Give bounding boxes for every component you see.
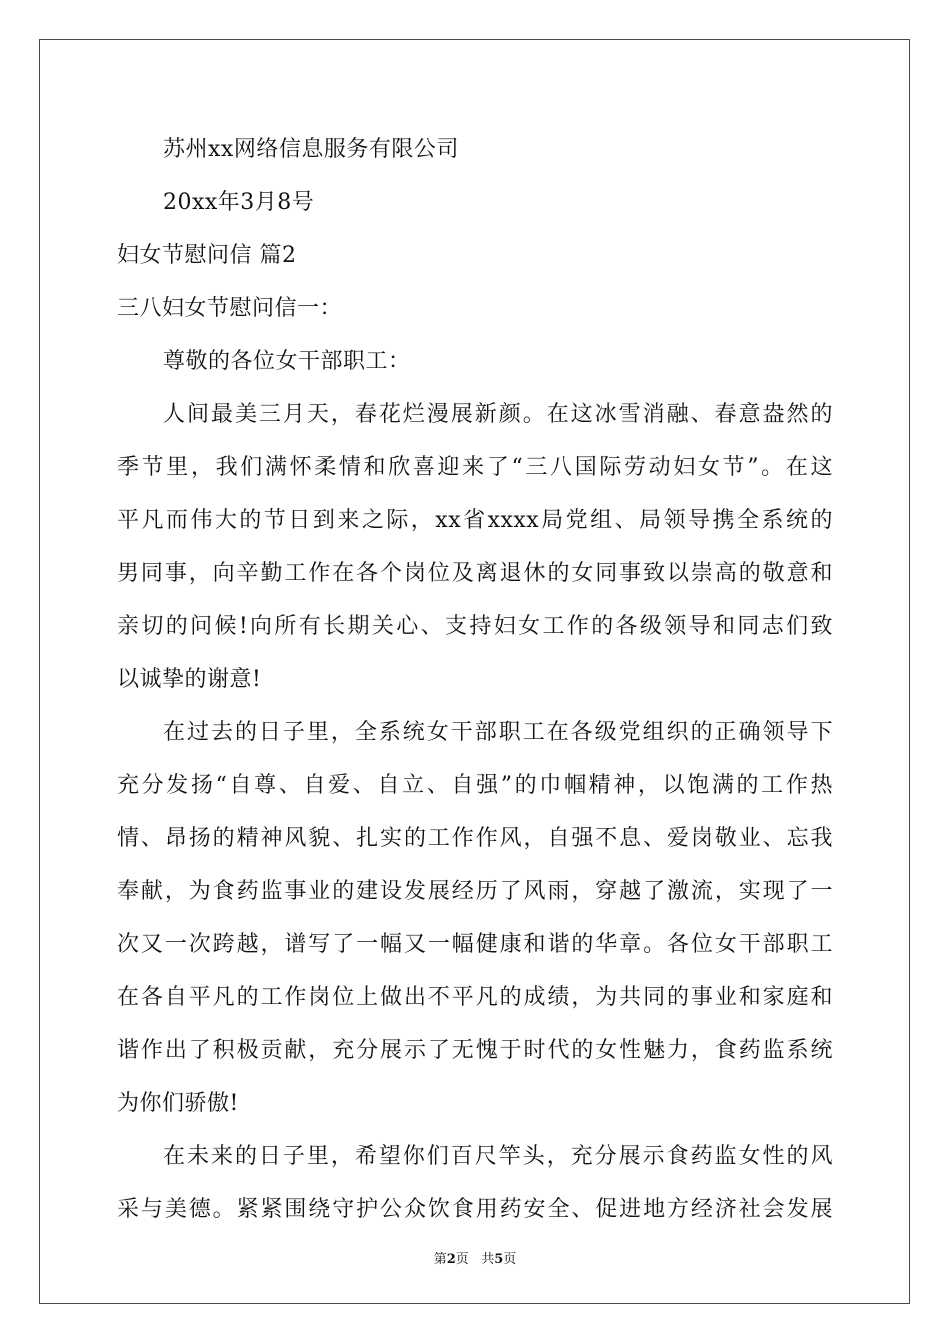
total-pages: 5 [494, 1252, 504, 1267]
document-body [117, 128, 833, 1241]
paragraph-line: 人间最美三月天，春花烂漫展新颜。在这冰雪消融、春意盎然的 [163, 402, 833, 427]
page-prefix: 第 [433, 1252, 447, 1267]
paragraph-line: 充分发扬“自尊、自爱、自立、自强”的巾帼精神，以饱满的工作热 [117, 773, 833, 798]
company-name: 苏州xx网络信息服务有限公司 [163, 137, 459, 162]
total-prefix: 共 [481, 1252, 495, 1267]
paragraph-line: 奉献，为食药监事业的建设发展经历了风雨，穿越了激流，实现了一 [117, 879, 833, 904]
page-footer [0, 1248, 950, 1267]
paragraph-line: 在各自平凡的工作岗位上做出不平凡的成绩，为共同的事业和家庭和 [117, 985, 833, 1010]
salutation: 尊敬的各位女干部职工： [163, 349, 411, 374]
paragraph-line: 为你们骄傲! [117, 1091, 239, 1116]
paragraph-line: 季节里，我们满怀柔情和欣喜迎来了“三八国际劳动妇女节”。在这 [117, 455, 833, 480]
paragraph-line: 次又一次跨越，谱写了一幅又一幅健康和谐的华章。各位女干部职工 [117, 932, 833, 957]
section-heading: 妇女节慰问信 篇2 [117, 243, 297, 268]
paragraph-line: 在未来的日子里，希望你们百尺竿头，充分展示食药监女性的风 [163, 1144, 833, 1169]
paragraph-line: 谐作出了积极贡献，充分展示了无愧于时代的女性魅力，食药监系统 [117, 1038, 833, 1063]
total-suffix: 页 [503, 1252, 517, 1267]
paragraph-line: 在过去的日子里，全系统女干部职工在各级党组织的正确领导下 [163, 720, 833, 745]
paragraph-line: 采与美德。紧紧围绕守护公众饮食用药安全、促进地方经济社会发展 [117, 1197, 833, 1222]
page-number: 2 [446, 1252, 456, 1267]
paragraph-line: 情、昂扬的精神风貌、扎实的工作作风，自强不息、爱岗敬业、忘我 [117, 826, 833, 851]
letter-title: 三八妇女节慰问信一： [117, 296, 343, 321]
page-suffix: 页 [455, 1252, 469, 1267]
paragraph-line: 亲切的问候!向所有长期关心、支持妇女工作的各级领导和同志们致 [117, 614, 833, 639]
letter-date: 20xx年3月8号 [163, 190, 315, 215]
paragraph-line: 以诚挚的谢意! [117, 667, 262, 692]
paragraph-line: 平凡而伟大的节日到来之际，xx省xxxx局党组、局领导携全系统的 [117, 508, 833, 533]
paragraph-line: 男同事，向辛勤工作在各个岗位及离退休的女同事致以崇高的敬意和 [117, 561, 833, 586]
